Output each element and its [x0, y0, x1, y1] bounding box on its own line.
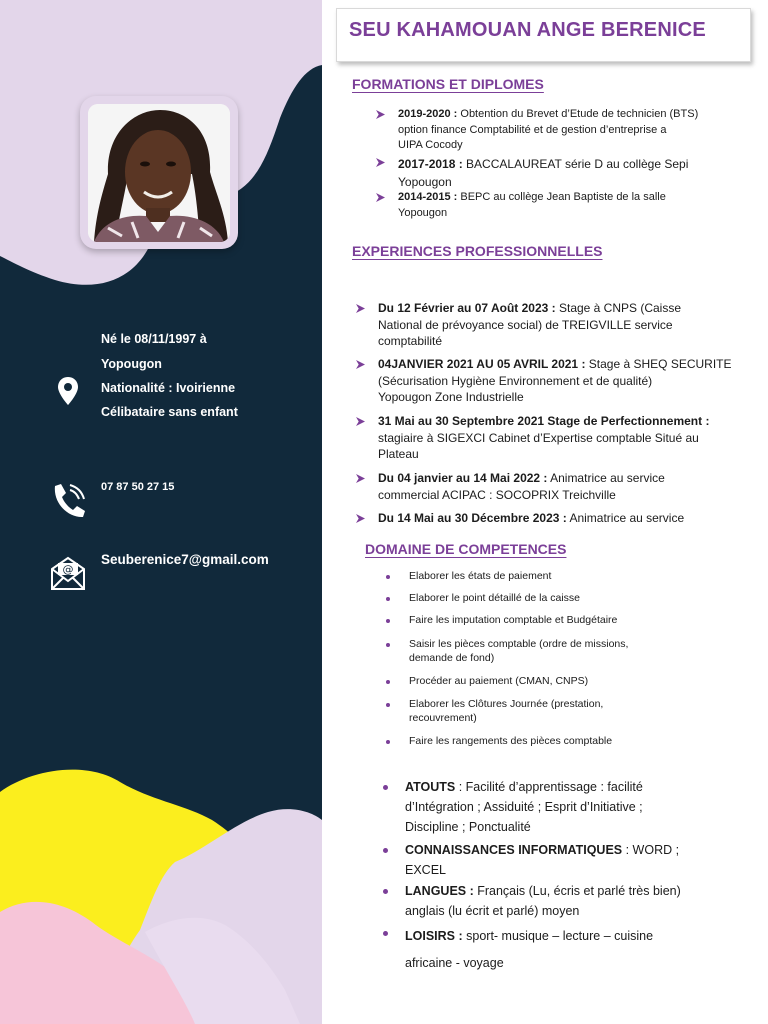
marital-status-text: Célibataire sans enfant	[101, 405, 238, 419]
arrow-bullet-icon	[376, 110, 385, 119]
experience-item: 31 Mai au 30 Septembre 2021 Stage de Perfectionnement : stagiaire à SIGEXCI Cabinet d’Expertise comptable Situé au Plateau	[378, 414, 710, 461]
competences-title: DOMAINE DE COMPETENCES	[365, 541, 567, 557]
arrow-bullet-icon	[356, 474, 365, 483]
competence-item: Elaborer le point détaillé de la caisse	[409, 592, 581, 604]
informatique-item: CONNAISSANCES INFORMATIQUES : WORD ; EXCEL	[405, 843, 680, 877]
formation-item: 2019-2020 : Obtention du Brevet d’Etude de technicien (BTS) option finance Comptabilité et de gestion d’entreprise a UIPA Cocody	[398, 108, 699, 151]
loisirs-item: LOISIRS : sport- musique – lecture – cuisine africaine - voyage	[405, 929, 654, 970]
email-text[interactable]: Seuberenice7@gmail.com	[101, 552, 269, 567]
bullet-dot-icon	[386, 643, 390, 647]
phone-icon	[49, 482, 87, 523]
location-pin-icon	[57, 376, 79, 411]
profile-photo	[88, 104, 230, 242]
experiences-title: EXPERIENCES PROFESSIONNELLES	[352, 243, 603, 259]
experience-item: Du 04 janvier au 14 Mai 2022 : Animatrice au service commercial ACIPAC : SOCOPRIX Treichville	[378, 471, 665, 502]
bullet-dot-icon	[386, 619, 390, 623]
nationality-text: Nationalité : Ivoirienne	[101, 381, 236, 395]
birth-date-text: Né le 08/11/1997 à	[101, 332, 207, 346]
bullet-dot-icon	[383, 931, 388, 936]
birth-place-text: Yopougon	[101, 357, 162, 371]
atouts-item: ATOUTS : Facilité d’apprentissage : facilité d’Intégration ; Assiduité ; Esprit d’Initiative ; Discipline ; Ponctualité	[405, 780, 643, 834]
langues-item: LANGUES : Français (Lu, écris et parlé très bien) anglais (lu écrit et parlé) moyen	[405, 884, 681, 918]
phone-number-text: 07 87 50 27 15	[101, 481, 175, 493]
experience-item: Du 12 Février au 07 Août 2023 : Stage à CNPS (Caisse National de prévoyance social) de TREIGVILLE service comptabilité	[378, 301, 682, 348]
bullet-dot-icon	[386, 740, 390, 744]
arrow-bullet-icon	[356, 514, 365, 523]
svg-text:@: @	[62, 563, 74, 576]
arrow-bullet-icon	[376, 193, 385, 202]
full-name: SEU KAHAMOUAN ANGE BERENICE	[349, 19, 706, 41]
competence-item: Elaborer les états de paiement	[409, 570, 552, 582]
arrow-bullet-icon	[356, 304, 365, 313]
bullet-dot-icon	[383, 848, 388, 853]
formations-title: FORMATIONS ET DIPLOMES	[352, 76, 544, 92]
bullet-dot-icon	[386, 597, 390, 601]
competence-item: Faire les rangements des pièces comptable	[409, 735, 613, 747]
arrow-bullet-icon	[356, 360, 365, 369]
competence-item: Elaborer les Clôtures Journée (prestation, recouvrement)	[409, 698, 604, 724]
experience-item: Du 14 Mai au 30 Décembre 2023 : Animatrice au service	[378, 511, 685, 525]
name-header	[336, 8, 751, 62]
bullet-dot-icon	[386, 680, 390, 684]
bullet-dot-icon	[383, 785, 388, 790]
formation-item: 2017-2018 : BACCALAUREAT série D au collège Sepi Yopougon	[398, 157, 689, 189]
arrow-bullet-icon	[356, 417, 365, 426]
competence-item: Procéder au paiement (CMAN, CNPS)	[409, 675, 589, 687]
email-icon	[50, 555, 86, 596]
sidebar	[0, 0, 322, 1024]
experience-item: 04JANVIER 2021 AU 05 AVRIL 2021 : Stage à SHEQ SECURITE (Sécurisation Hygiène Environnement et de qualité) Yopougon Zone Industrielle	[378, 357, 732, 404]
bullet-dot-icon	[386, 703, 390, 707]
arrow-bullet-icon	[376, 158, 385, 167]
formation-item: 2014-2015 : BEPC au collège Jean Baptiste de la salle Yopougon	[398, 191, 666, 219]
competence-item: Saisir les pièces comptable (ordre de missions, demande de fond)	[409, 638, 629, 664]
bullet-dot-icon	[386, 575, 390, 579]
competence-item: Faire les imputation comptable et Budgétaire	[409, 614, 618, 626]
bullet-dot-icon	[383, 889, 388, 894]
profile-photo-frame	[80, 96, 238, 249]
